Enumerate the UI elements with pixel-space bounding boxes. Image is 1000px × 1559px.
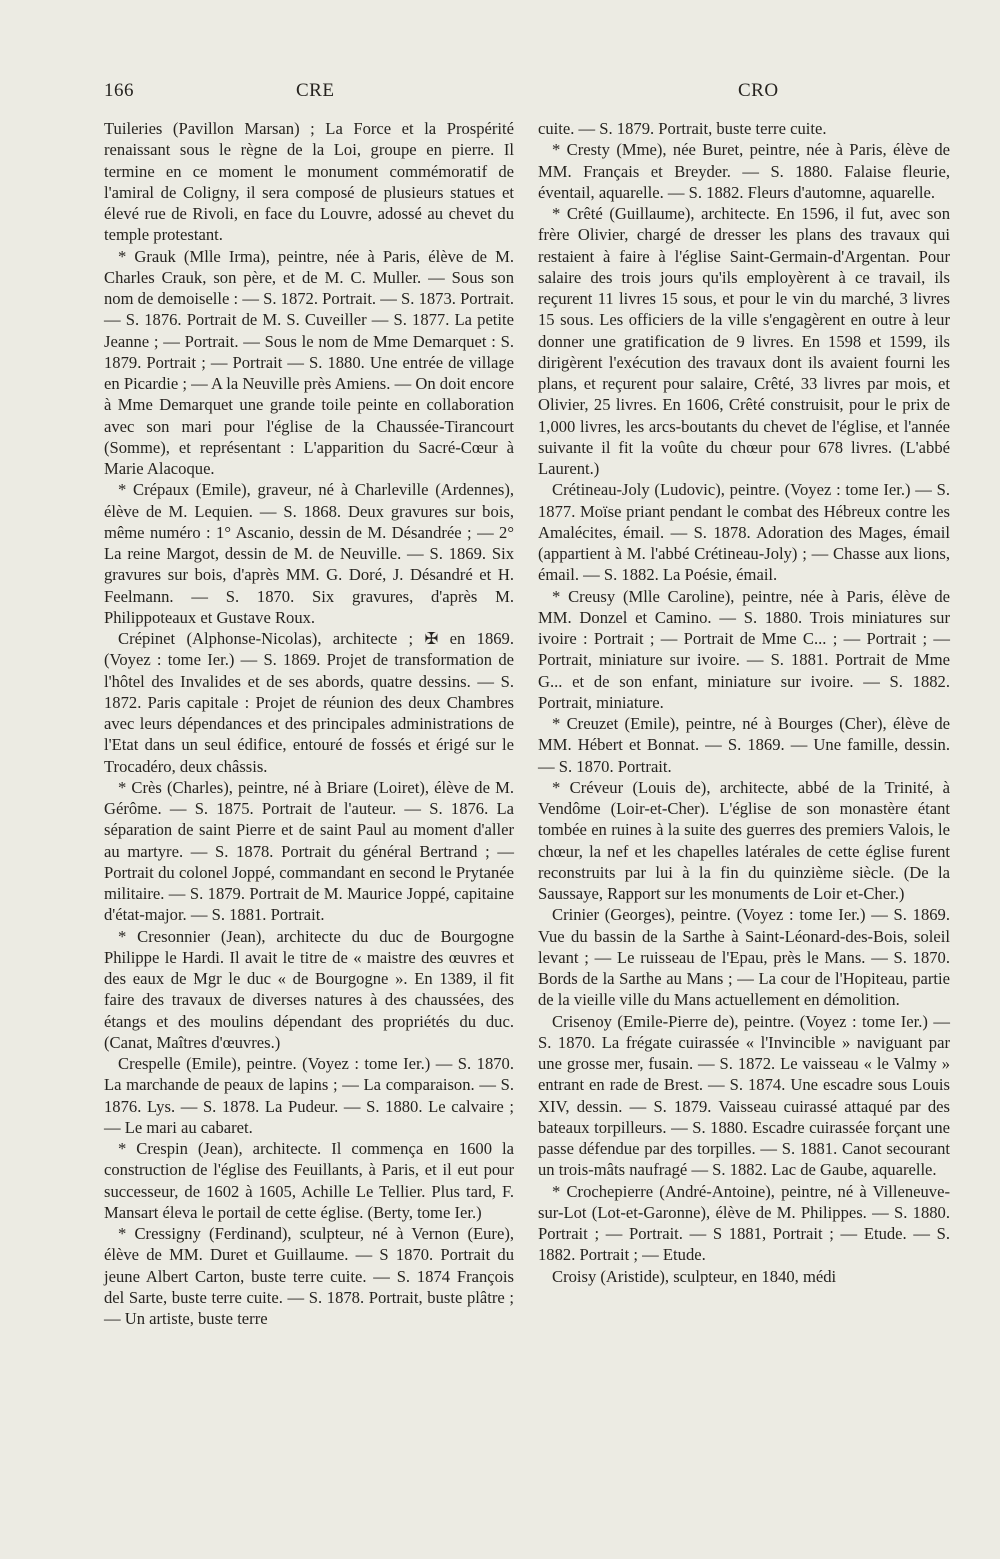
entry-paragraph: * Cresonnier (Jean), architecte du duc de Bourgogne Philippe le Hardi. Il avait le titre de « maistre des œuvres et des eaux de Mgr le duc « de Bourgogne ». En 1389, il fit faire des travaux de diverses natures à des chaussées, des étangs et des moulins dépendant des propriétés du duc. (Canat, Maîtres d'œuvres.) [104, 926, 514, 1052]
running-head-right: CRO [738, 80, 779, 101]
entry-paragraph: cuite. — S. 1879. Portrait, buste terre cuite. [538, 119, 827, 138]
entry-paragraph: * Creuzet (Emile), peintre, né à Bourges (Cher), élève de MM. Hébert et Bonnat. — S. 1869. — Une famille, dessin. — S. 1870. Portrait. [538, 714, 950, 776]
entry-paragraph: * Crespin (Jean), architecte. Il commença en 1600 la construction de l'église des Feuillants, à Paris, et il eut pour successeur, de 1602 à 1605, Achille Le Tellier. Plus tard, F. Mansart éleva le portail de cette église. (Berty, tome Ier.) [104, 1139, 514, 1222]
entry-paragraph: * Crès (Charles), peintre, né à Briare (Loiret), élève de M. Gérôme. — S. 1875. Portrait de l'auteur. — S. 1876. La séparation de saint Pierre et de saint Paul au moment d'aller au martyre. — S. 1878. Portrait du général Bertrand ; — Portrait du colonel Joppé, commandant en second le Prytanée militaire. — S. 1879. Portrait de M. Maurice Joppé, capitaine d'état-major. — S. 1881. Portrait. [104, 777, 514, 925]
entry-paragraph: Tuileries (Pavillon Marsan) ; La Force et la Prospérité renaissant sous le règne de la Loi, groupe en pierre. Il termine en ce moment le monument commémoratif de l'amiral de Coligny, il sera composé de plusieurs statues et élevé rue de Rivoli, en face du Louvre, adossé au chevet du temple protestant. [104, 119, 514, 245]
entry-paragraph: Croisy (Aristide), sculpteur, en 1840, médi [552, 1266, 837, 1286]
right-column [538, 118, 950, 1287]
left-column [104, 118, 514, 1329]
entry-paragraph: * Crochepierre (André-Antoine), peintre, né à Villeneuve-sur-Lot (Lot-et-Garonne), élève de M. Philippes. — S. 1880. Portrait ; — Portrait. — S 1881, Portrait ; — Etude. — S. 1882. Portrait ; — Etude. [538, 1181, 950, 1265]
entry-paragraph: * Cressigny (Ferdinand), sculpteur, né à Vernon (Eure), élève de MM. Duret et Guillaume. — S 1870. Portrait du jeune Albert Carton, buste terre cuite. — S. 1874 François del Sarte, buste terre cuite. — S. 1878. Portrait, buste plâtre ; — Un artiste, buste terre [104, 1224, 514, 1328]
entry-paragraph: * Creusy (Mlle Caroline), peintre, née à Paris, élève de MM. Donzel et Camino. — S. 1880. Trois miniatures sur ivoire : Portrait ; — Portrait de Mme C... ; — Portrait ; — Portrait, miniature sur ivoire. — S. 1881. Portrait de Mme G... et de son enfant, miniature sur ivoire. — S. 1882. Portrait, miniature. [538, 586, 950, 712]
entry-paragraph: Crétineau-Joly (Ludovic), peintre. (Voyez : tome Ier.) — S. 1877. Moïse priant pendant le combat des Hébreux contre les Amalécites, émail. — S. 1878. Adoration des Mages, émail (appartient à M. l'abbé Crétineau-Joly) ; — Chasse aux lions, émail. — S. 1882. La Poésie, émail. [538, 480, 950, 585]
entry-paragraph: * Créveur (Louis de), architecte, abbé de la Trinité, à Vendôme (Loir-et-Cher). L'église de son monastère étant tombée en ruines à la suite des guerres des premiers Valois, le chœur, la nef et les chapelles latérales de cette église furent reconstruits par lui à la fin du quinzième siècle. (De la Saussaye, Rapport sur les monuments de Loir et-Cher.) [538, 777, 950, 903]
entry-paragraph: * Crêté (Guillaume), architecte. En 1596, il fut, avec son frère Olivier, chargé de dresser les plans des travaux qui restaient à faire à l'église Saint-Germain-d'Argentan. Pour salaire des trois jours qu'ils employèrent à ce travail, ils reçurent 11 livres 15 sous, et pour le vin du marché, 3 livres 15 sous. Les officiers de la ville s'engagèrent en outre à leur donner une gratification de 9 livres. En 1598 et 1599, ils dirigèrent l'exécution des travaux dont ils avaient fourni les plans, et reçurent pour salaire, Crêté, 33 livres par mois, et Olivier, 25 livres. En 1606, Crêté construisit, pour le prix de 1,000 livres, les arcs-boutants du chevet de l'église, et l'année suivante il fit la voûte du chœur pour 678 livres. (L'abbé Laurent.) [538, 204, 950, 478]
running-head-left: CRE [296, 80, 335, 101]
entry-paragraph: * Grauk (Mlle Irma), peintre, née à Paris, élève de M. Charles Crauk, son père, et de M. C. Muller. — Sous son nom de demoiselle : — S. 1872. Portrait. — S. 1873. Portrait. — S. 1876. Portrait de M. S. Cuveiller — S. 1877. La petite Jeanne ; — Portrait. — Sous le nom de Mme Demarquet : S. 1879. Portrait ; — Portrait — S. 1880. Une entrée de village en Picardie ; — A la Neuville près Amiens. — On doit encore à Mme Demarquet une grande toile peinte en collaboration avec son mari pour l'église de la Chaussée-Tirancourt (Somme), et représentant : L'apparition du Sacré-Cœur à Marie Alacoque. [104, 246, 514, 478]
entry-paragraph: * Cresty (Mme), née Buret, peintre, née à Paris, élève de MM. Français et Breyder. — S. 1880. Falaise fleurie, éventail, aquarelle. — S. 1882. Fleurs d'automne, aquarelle. [538, 140, 950, 202]
entry-paragraph: * Crépaux (Emile), graveur, né à Charleville (Ardennes), élève de M. Lequien. — S. 1868. Deux gravures sur bois, même numéro : 1° Ascanio, dessin de M. Désandrée ; — 2° La reine Margot, dessin de M. de Neuville. — S. 1869. Six gravures sur bois, d'après MM. G. Doré, J. Désandré et H. Feelmann. — S. 1870. Six gravures, d'après M. Philippoteaux et Gustave Roux. [104, 480, 514, 627]
page-number: 166 [104, 80, 134, 101]
entry-paragraph: Crépinet (Alphonse-Nicolas), architecte ; ✠ en 1869. (Voyez : tome Ier.) — S. 1869. Projet de transformation de l'hôtel des Invalides et de ses abords, quatre dessins. — S. 1872. Paris capitale : Projet de réunion des deux Chambres avec leurs dépendances et des principales administrations de l'Etat dans un seul édifice, entouré de fossés et érigé sur le Trocadéro, deux châssis. [104, 629, 514, 776]
entry-paragraph: Crisenoy (Emile-Pierre de), peintre. (Voyez : tome Ier.) — S. 1870. La frégate cuirassée « l'Invincible » naviguant par une grosse mer, fusain. — S. 1872. Le vaisseau « le Valmy » entrant en rade de Brest. — S. 1874. Une escadre sous Louis XIV, dessin. — S. 1879. Vaisseau cuirassé attaqué par des bateaux torpilleurs. — S. 1880. Escadre cuirassée forçant une passe défendue par des torpilles. — S. 1881. Canot secourant un trois-mâts naufragé — S. 1882. Lac de Gaube, aquarelle. [538, 1011, 950, 1180]
entry-paragraph: Crespelle (Emile), peintre. (Voyez : tome Ier.) — S. 1870. La marchande de peaux de lapins ; — La comparaison. — S. 1876. Lys. — S. 1878. La Pudeur. — S. 1880. Le calvaire ; — Le mari au cabaret. [104, 1054, 514, 1137]
entry-paragraph: Crinier (Georges), peintre. (Voyez : tome Ier.) — S. 1869. Vue du bassin de la Sarthe à Saint-Léonard-des-Bois, soleil levant ; — Le ruisseau de l'Epau, près le Mans. — S. 1870. Bords de la Sarthe au Mans ; — La cour de l'Hopiteau, partie de la vieille ville du Mans actuellement en démolition. [538, 905, 950, 1010]
